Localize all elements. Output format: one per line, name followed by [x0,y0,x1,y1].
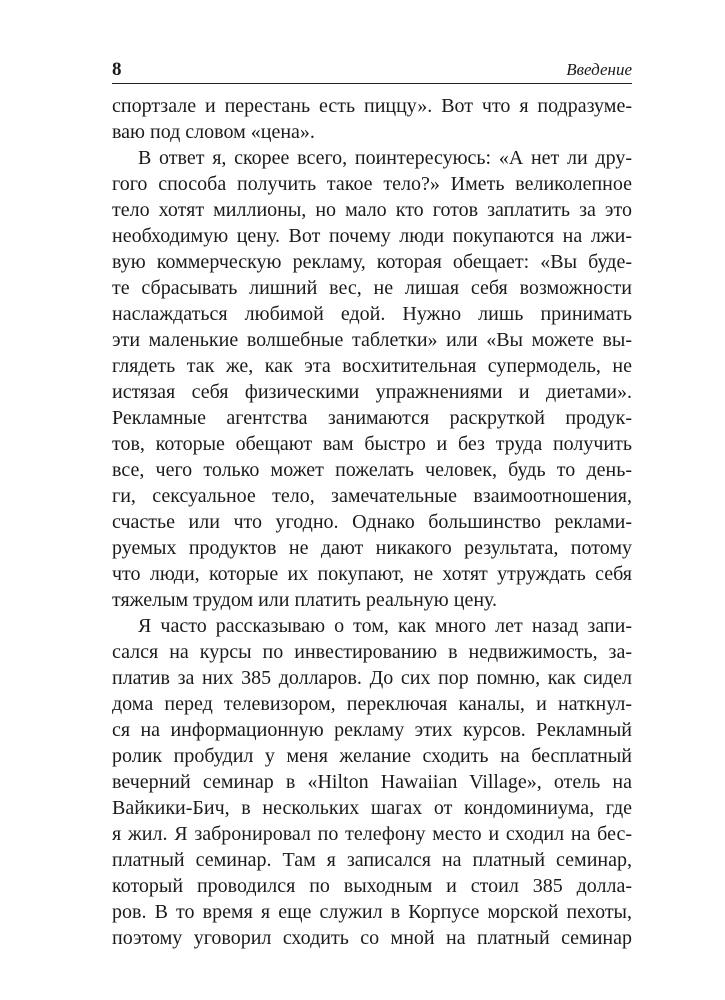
page-header [112,58,632,86]
text-line: ров. В то время я еще служил в Корпусе морской пехоты, [112,901,632,923]
text-line: ся на информационную рекламу этих курсов. Рекламный [112,719,632,741]
text-line: Вайкики-Бич, в нескольких шагах от кондоминиума, где [112,797,632,819]
text-line: спортзале и перестань есть пиццу». Вот что я подразуме- [112,95,632,117]
text-line: что люди, которые их покупают, не хотят утруждать себя [112,563,632,585]
body-text [112,93,632,951]
text-line: поэтому уговорил сходить со мной на платный семинар [112,927,632,949]
text-line: тов, которые обещают вам быстро и без труда получить [112,433,632,455]
text-line: который проводился по выходным и стоил 385 долла- [112,875,632,897]
running-head: Введение [566,60,632,79]
text-line: Рекламные агентства занимаются раскруткой продук- [112,407,632,429]
text-line: платный семинар. Там я записался на платный семинар, [112,849,632,871]
text-line: тело хотят миллионы, но мало кто готов заплатить за это [112,199,632,221]
text-line: эти маленькие волшебные таблетки» или «Вы можете вы- [112,329,632,351]
page-number: 8 [112,59,122,80]
text-line: истязая себя физическими упражнениями и диетами». [112,381,632,403]
text-line: ролик пробудил у меня желание сходить на бесплатный [112,745,632,767]
text-line: я жил. Я забронировал по телефону место и сходил на бес- [112,823,632,845]
text-line: вечерний семинар в «Hilton Hawaiian Village», отель на [112,771,632,793]
text-line: ваю под словом «цена». [112,121,315,143]
header-rule [112,83,632,84]
text-line: дома перед телевизором, переключая каналы, и наткнул- [112,693,632,715]
text-line: ги, сексуальное тело, замечательные взаимоотношения, [112,485,632,507]
text-line: все, чего только может пожелать человек, будь то день- [112,459,632,481]
text-line: платив за них 385 долларов. До сих пор помню, как сидел [112,667,632,689]
text-line: вую коммерческую рекламу, которая обещает: «Вы буде- [112,251,632,273]
text-line: глядеть так же, как эта восхитительная супермодель, не [112,355,632,377]
text-line: те сбрасывать лишний вес, не лишая себя возможности [112,277,632,299]
text-line: тяжелым трудом или платить реальную цену. [112,589,498,611]
text-line: сался на курсы по инвестированию в недвижимость, за- [112,641,632,663]
text-line: гого способа получить такое тело?» Иметь великолепное [112,173,632,195]
text-line: наслаждаться любимой едой. Нужно лишь принимать [112,303,632,325]
text-line: руемых продуктов не дают никакого результата, потому [112,537,632,559]
text-line: В ответ я, скорее всего, поинтересуюсь: «А нет ли дру- [138,147,632,169]
text-line: необходимую цену. Вот почему люди покупаются на лжи- [112,225,632,247]
text-line: счастье или что угодно. Однако большинство реклами- [112,511,632,533]
text-line: Я часто рассказываю о том, как много лет назад запи- [138,615,632,637]
